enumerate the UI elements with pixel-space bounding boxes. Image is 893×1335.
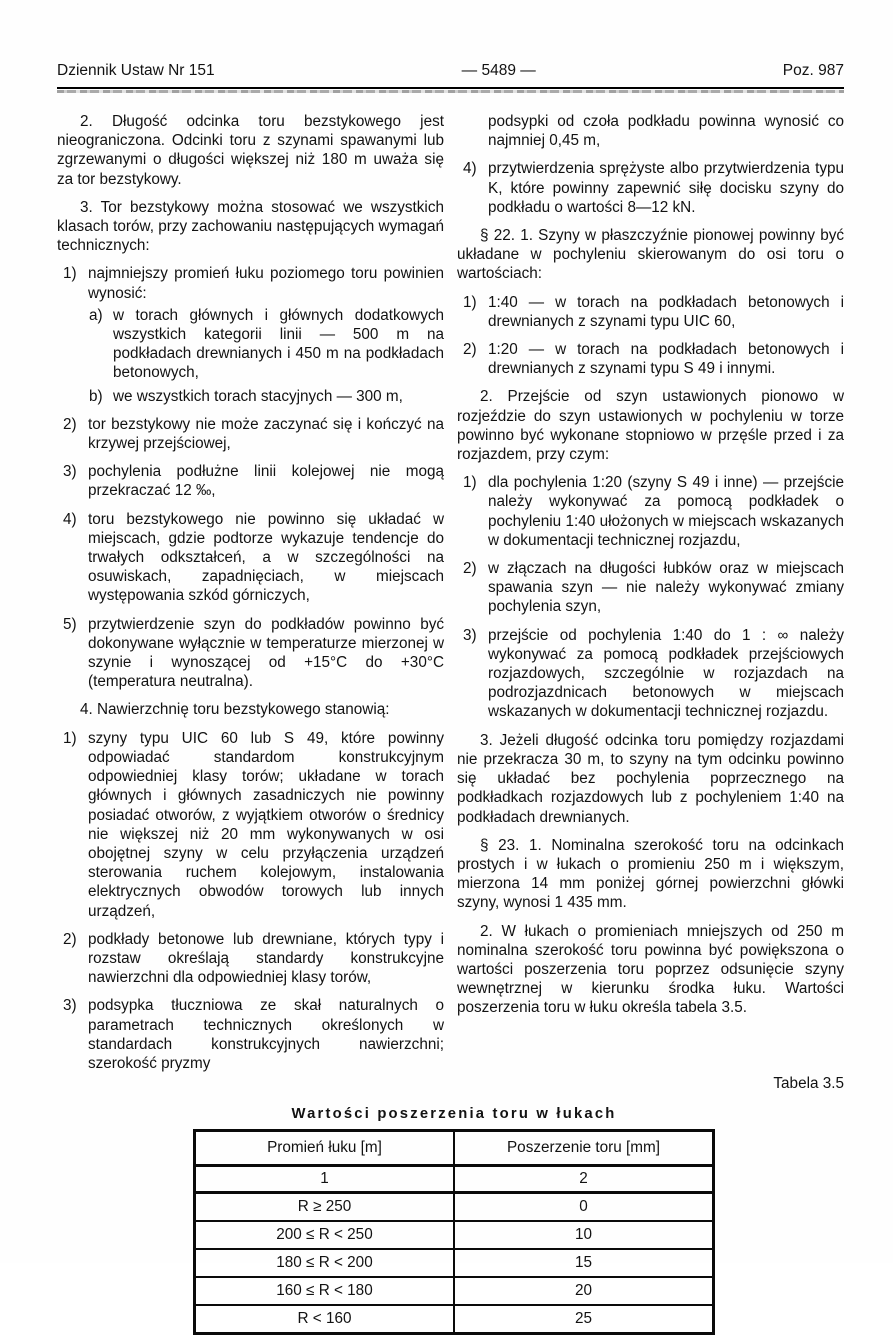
item-text: szyny typu UIC 60 lub S 49, które powinny odpowiadać standardom konstrukcyjnym odpowiedniej klasy torów; układane w torach głównych i głównych zasadniczych nie powinny posiadać otworów, z wyjątkiem otworów o średnicy nie większej niż 20 mm wykonywanych w osi obojętnej szyny w celu przyłączenia urządzeń sterowania ruchem kolejowym, instalowania elektrycznych obwodów torowych lub innych urządzeń,	[88, 729, 444, 920]
item-text: 1:20 — w torach na podkładach betonowych i drewnianych z szynami typu S 49 i innymi.	[488, 341, 844, 378]
table-row	[195, 1221, 714, 1249]
list-item	[57, 264, 444, 405]
sub-list-item	[88, 306, 444, 383]
journal-title: Dziennik Ustaw Nr 151	[57, 62, 215, 79]
item-marker: 2)	[463, 560, 477, 578]
table-cell: 10	[454, 1221, 714, 1249]
item-marker: 3)	[63, 997, 77, 1015]
sub-list-item	[88, 387, 444, 406]
table-row	[195, 1277, 714, 1305]
item-marker: 1)	[63, 265, 77, 283]
table-row	[195, 1305, 714, 1334]
table-header-cell: Promień łuku [m]	[195, 1131, 455, 1166]
list-item	[457, 626, 844, 722]
item-marker: b)	[89, 387, 103, 405]
list-item	[457, 340, 844, 378]
table-cell: 180 ≤ R < 200	[195, 1249, 455, 1277]
item-marker: a)	[89, 306, 103, 324]
list-item	[57, 930, 444, 988]
table-cell: 15	[454, 1249, 714, 1277]
header-rule	[57, 87, 844, 89]
item-text: pochylenia podłużne linii kolejowej nie mogą przekraczać 12 ‰,	[88, 463, 444, 500]
paragraph: 2. W łukach o promieniach mniejszych od 250 m nominalna szerokość toru powinna być powiększona o wartości poszerzenia toru poprzez odsunięcie szyny wewnętrznej w kierunku środka łuku. Wartości poszerzenia toru w łuku określa tabela 3.5.	[457, 922, 844, 1017]
table-cell: 25	[454, 1305, 714, 1334]
paragraph: § 23. 1. Nominalna szerokość toru na odcinkach prostych i w łukach o promieniu 250 m i większym, mierzona 14 mm poniżej górnej powierzchni główki szyny, wynosi 1 435 mm.	[457, 836, 844, 912]
item-text: przytwierdzenia sprężyste albo przytwierdzenia typu K, które powinny zapewnić siłę docisku szyny do podkładu o wartości 8—12 kN.	[488, 160, 844, 216]
item-marker: 4)	[463, 160, 477, 178]
widening-table	[193, 1129, 715, 1335]
item-marker: 3)	[63, 463, 77, 481]
list-item	[457, 293, 844, 331]
paragraph: 3. Jeżeli długość odcinka toru pomiędzy rozjazdami nie przekracza 30 m, to szyny na tym odcinku powinno się układać bez pochylenia poprzecznego na podkładkach rozjazdowych lub z pochyleniem 1:40 na podkładach drewnianych.	[457, 731, 844, 826]
table-label: Tabela 3.5	[773, 1075, 844, 1093]
table-section	[57, 1075, 844, 1335]
list-item	[57, 729, 444, 921]
table-column-number-row	[195, 1166, 714, 1193]
item-marker: 1)	[463, 474, 477, 492]
header-rule-shadow	[57, 90, 844, 93]
table-title: Wartości poszerzenia toru w łukach	[291, 1106, 617, 1123]
item-text: przejście od pochylenia 1:40 do 1 : ∞ należy wykonywać za pomocą podkładek przejściowych rozjazdowych, szczególnie w rozjazdach na podrozjazdnicach betonowych w miejscach wskazanych w dokumentacji technicznej rozjazdu.	[488, 626, 844, 721]
item-marker: 2)	[463, 341, 477, 359]
text-columns	[57, 112, 844, 1073]
table-header-row	[195, 1131, 714, 1166]
item-text: podsypka tłuczniowa ze skał naturalnych o parametrach technicznych określonych w standardach konstrukcyjnych nawierzchni; szerokość pryzmy	[88, 997, 444, 1072]
table-cell: 1	[195, 1166, 455, 1193]
table-cell: 20	[454, 1277, 714, 1305]
item-text-content: najmniejszy promień łuku poziomego toru powinien wynosić:	[88, 265, 444, 302]
item-marker: 2)	[63, 930, 77, 948]
table-cell: R ≥ 250	[195, 1193, 455, 1222]
item-marker: 1)	[463, 293, 477, 311]
list-item	[57, 415, 444, 453]
paragraph: 2. Długość odcinka toru bezstykowego jest nieograniczona. Odcinki toru z szynami spawanymi lub zgrzewanymi o długości większej niż 180 m uważa się za tor bezstykowy.	[57, 113, 444, 188]
table-cell: 2	[454, 1166, 714, 1193]
item-text: 1:40 — w torach na podkładach betonowych i drewnianych z szynami typu UIC 60,	[488, 293, 844, 330]
paragraph: 4. Nawierzchnię toru bezstykowego stanowią:	[80, 701, 390, 719]
item-marker: 3)	[463, 626, 477, 644]
item-text: podkłady betonowe lub drewniane, których typy i rozstaw określają standardy konstrukcyjne nawierzchni dla odpowiedniej klasy torów,	[88, 930, 444, 987]
item-marker: 5)	[63, 615, 77, 633]
table-row	[195, 1249, 714, 1277]
position-number: Poz. 987	[782, 62, 844, 79]
paragraph: 2. Przejście od szyn ustawionych pionowo w rozjeździe do szyn ustawionych w pochyleniu w torze powinno być wykonane stopniowo w przęśle przed i za rozjazdem, przy czym:	[457, 388, 844, 464]
item-text: we wszystkich torach stacyjnych — 300 m,	[113, 387, 403, 405]
item-marker: 2)	[63, 415, 77, 433]
item-text: toru bezstykowego nie powinno się układać w miejscach, gdzie podtorze wykazuje tendencje do trwałych odkształceń, a w szczególności na osuwiskach, zapadnięciach, w miejscach występowania szkód górniczych,	[88, 510, 444, 605]
item-text: przytwierdzenie szyn do podkładów powinno być dokonywane wyłącznie w temperaturze mierzonej w szynie i wynoszącej od +15°C do +30°C (temperatura neutralna).	[88, 615, 444, 691]
paragraph: 3. Tor bezstykowy można stosować we wszystkich klasach torów, przy zachowaniu następujących wymagań technicznych:	[57, 198, 444, 255]
table-cell: 160 ≤ R < 180	[195, 1277, 455, 1305]
item-marker: 4)	[63, 510, 77, 528]
list-item	[57, 615, 444, 692]
list-item	[457, 473, 844, 550]
left-column	[57, 112, 444, 1073]
item-text: tor bezstykowy nie może zaczynać się i kończyć na krzywej przejściowej,	[88, 415, 444, 453]
item-text: dla pochylenia 1:20 (szyny S 49 i inne) — przejście należy wykonywać za pomocą podkładek o pochyleniu 1:40 ułożonych w miejscach wskazanych w dokumentacji technicznej rozjazdu,	[488, 474, 844, 549]
item-marker: 1)	[63, 729, 77, 747]
list-item	[57, 462, 444, 500]
right-column	[457, 112, 844, 1073]
item-text	[88, 264, 444, 405]
table-cell: 0	[454, 1193, 714, 1222]
item-text: w torach głównych i głównych dodatkowych wszystkich kategorii linii — 500 m na podkładach drewnianych i 450 m na podkładach betonowych,	[113, 306, 444, 382]
list-item	[57, 510, 444, 606]
page-number: — 5489 —	[461, 62, 536, 79]
item-text: w złączach na długości łubków oraz w miejscach spawania szyn — nie należy wykonywać zmiany pochylenia szyn,	[488, 560, 844, 616]
list-item	[457, 559, 844, 617]
table-header-cell: Poszerzenie toru [mm]	[454, 1131, 714, 1166]
table-cell: 200 ≤ R < 250	[195, 1221, 455, 1249]
list-item	[457, 159, 844, 217]
page-header	[57, 62, 844, 80]
list-item	[57, 996, 444, 1073]
paragraph: § 22. 1. Szyny w płaszczyźnie pionowej powinny być układane w pochyleniu skierowanym do osi toru o wartościach:	[457, 227, 844, 283]
table-cell: R < 160	[195, 1305, 455, 1334]
continuation-text: podsypki od czoła podkładu powinna wynosić co najmniej 0,45 m,	[488, 113, 844, 150]
table-row	[195, 1193, 714, 1222]
